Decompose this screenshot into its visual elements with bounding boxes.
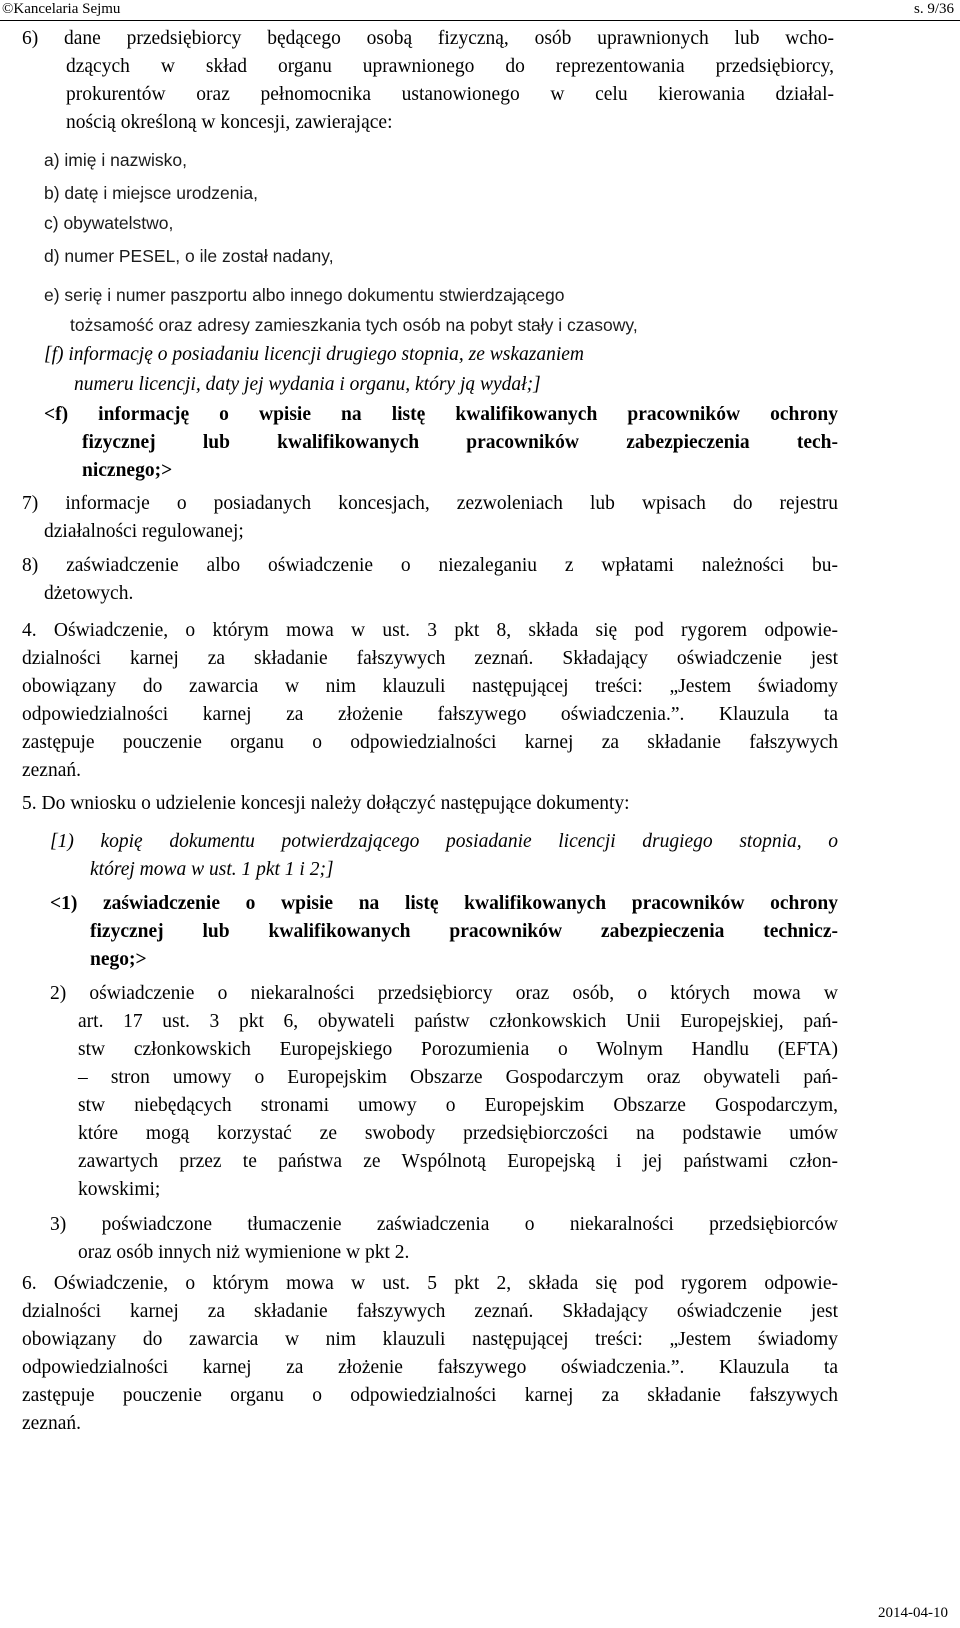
subpoint-d-line: d) numer PESEL, o ile został nadany, (44, 246, 334, 266)
point-1-deleted (50, 828, 838, 884)
point-8 (22, 552, 838, 608)
header-copyright: ©Kancelaria Sejmu (2, 1, 121, 17)
subpoint-a (44, 146, 524, 174)
point-8-line: 8) zaświadczenie albo oświadczenie o niezaleganiu z wpłatami należności bu- (22, 555, 838, 576)
point-2-line: stw niebędących stronami umowy o Europejskim Obszarze Gospodarczym, (78, 1095, 838, 1116)
point-1-deleted-line: której mowa w ust. 1 pkt 1 i 2;] (90, 859, 334, 880)
header-page-number: s. 9/36 (913, 1, 954, 17)
point-2-line: art. 17 ust. 3 pkt 6, obywateli państw członkowskich Unii Europejskiej, pań- (78, 1011, 838, 1032)
paragraph-4-line: 4. Oświadczenie, o którym mowa w ust. 3 pkt 8, składa się pod rygorem odpowie- (22, 620, 838, 641)
subpoint-e (44, 280, 804, 340)
point-1-inserted-line: fizycznej lub kwalifikowanych pracowników zabezpieczenia technicz- (90, 921, 838, 942)
point-2-line: – stron umowy o Europejskim Obszarze Gospodarczym oraz obywateli pań- (78, 1067, 838, 1088)
point-2-line: stw członkowskich Europejskiego Porozumienia o Wolnym Handlu (EFTA) (78, 1039, 838, 1060)
subpoint-e-line: e) serię i numer paszportu albo innego dokumentu stwierdzającego (44, 285, 565, 305)
point-1-inserted-line: <1) zaświadczenie o wpisie na listę kwalifikowanych pracowników ochrony (50, 893, 838, 914)
paragraph-6-line: obowiązany do zawarcia w nim klauzuli następującej treści: „Jestem świadomy (22, 1329, 838, 1350)
subpoint-f-inserted (44, 401, 838, 485)
subpoint-a-line: a) imię i nazwisko, (44, 150, 187, 170)
paragraph-4-line: dzialności karnej za składanie fałszywych zeznań. Składający oświadczenie jest (22, 648, 838, 669)
point-6-entrepreneur-data-line: dzących w skład organu uprawnionego do reprezentowania przedsiębiorcy, (66, 56, 834, 77)
paragraph-6-line: zeznań. (22, 1413, 81, 1434)
paragraph-6-line: zastępuje pouczenie organu o odpowiedzialności karnej za składanie fałszywych (22, 1385, 838, 1406)
point-7 (22, 490, 838, 546)
header-divider (0, 20, 960, 21)
paragraph-6-line: odpowiedzialności karnej za złożenie fałszywego oświadczenia.”. Klauzula ta (22, 1357, 838, 1378)
subpoint-f-inserted-line: fizycznej lub kwalifikowanych pracowników zabezpieczenia tech- (82, 432, 838, 453)
point-1-inserted (50, 890, 838, 974)
paragraph-4 (22, 617, 838, 785)
paragraph-4-line: zeznań. (22, 760, 81, 781)
paragraph-6 (22, 1270, 838, 1438)
point-1-deleted-line: [1) kopię dokumentu potwierdzającego posiadanie licencji drugiego stopnia, o (50, 831, 838, 852)
subpoint-b (44, 179, 524, 207)
point-8-line: dżetowych. (44, 583, 134, 604)
point-2 (50, 980, 838, 1204)
subpoint-d (44, 242, 524, 270)
paragraph-4-line: odpowiedzialności karnej za złożenie fałszywego oświadczenia.”. Klauzula ta (22, 704, 838, 725)
point-3-line: oraz osób innych niż wymienione w pkt 2. (78, 1242, 410, 1263)
point-7-line: 7) informacje o posiadanych koncesjach, zezwoleniach lub wpisach do rejestru (22, 493, 838, 514)
paragraph-6-line: dzialności karnej za składanie fałszywych zeznań. Składający oświadczenie jest (22, 1301, 838, 1322)
subpoint-f-deleted (44, 340, 804, 400)
point-6-entrepreneur-data-line: nością określoną w koncesji, zawierające: (66, 112, 393, 133)
point-1-inserted-line: nego;> (90, 949, 147, 970)
subpoint-c-line: c) obywatelstwo, (44, 213, 174, 233)
paragraph-5 (22, 790, 838, 818)
paragraph-4-line: obowiązany do zawarcia w nim klauzuli następującej treści: „Jestem świadomy (22, 676, 838, 697)
point-6-entrepreneur-data (22, 25, 834, 137)
subpoint-f-inserted-line: <f) informację o wpisie na listę kwalifikowanych pracowników ochrony (44, 404, 838, 425)
paragraph-5-line: 5. Do wniosku o udzielenie koncesji należy dołączyć następujące dokumenty: (22, 793, 630, 814)
paragraph-4-line: zastępuje pouczenie organu o odpowiedzialności karnej za składanie fałszywych (22, 732, 838, 753)
point-6-entrepreneur-data-line: 6) dane przedsiębiorcy będącego osobą fizyczną, osób uprawnionych lub wcho- (22, 28, 834, 49)
subpoint-b-line: b) datę i miejsce urodzenia, (44, 183, 258, 203)
subpoint-f-deleted-line: numeru licencji, daty jej wydania i organu, który ją wydał;] (74, 374, 541, 395)
point-2-line: 2) oświadczenie o niekaralności przedsiębiorcy oraz osób, o których mowa w (50, 983, 838, 1004)
point-2-line: zawartych przez te państwa ze Wspólnotą Europejską i jej państwami człon- (78, 1151, 838, 1172)
point-3-line: 3) poświadczone tłumaczenie zaświadczenia o niekaralności przedsiębiorców (50, 1214, 838, 1235)
point-2-line: kowskimi; (78, 1179, 161, 1200)
footer-date: 2014-04-10 (878, 1605, 948, 1621)
point-7-line: działalności regulowanej; (44, 521, 244, 542)
subpoint-f-inserted-line: nicznego;> (82, 460, 173, 481)
subpoint-e-line: tożsamość oraz adresy zamieszkania tych osób na pobyt stały i czasowy, (70, 315, 638, 335)
subpoint-f-deleted-line: [f) informację o posiadaniu licencji drugiego stopnia, ze wskazaniem (44, 344, 584, 365)
paragraph-6-line: 6. Oświadczenie, o którym mowa w ust. 5 pkt 2, składa się pod rygorem odpowie- (22, 1273, 838, 1294)
point-6-entrepreneur-data-line: prokurentów oraz pełnomocnika ustanowionego w celu kierowania działal- (66, 84, 834, 105)
point-3 (50, 1211, 838, 1267)
point-2-line: które mogą korzystać ze swobody przedsiębiorczości na podstawie umów (78, 1123, 838, 1144)
subpoint-c (44, 209, 524, 237)
